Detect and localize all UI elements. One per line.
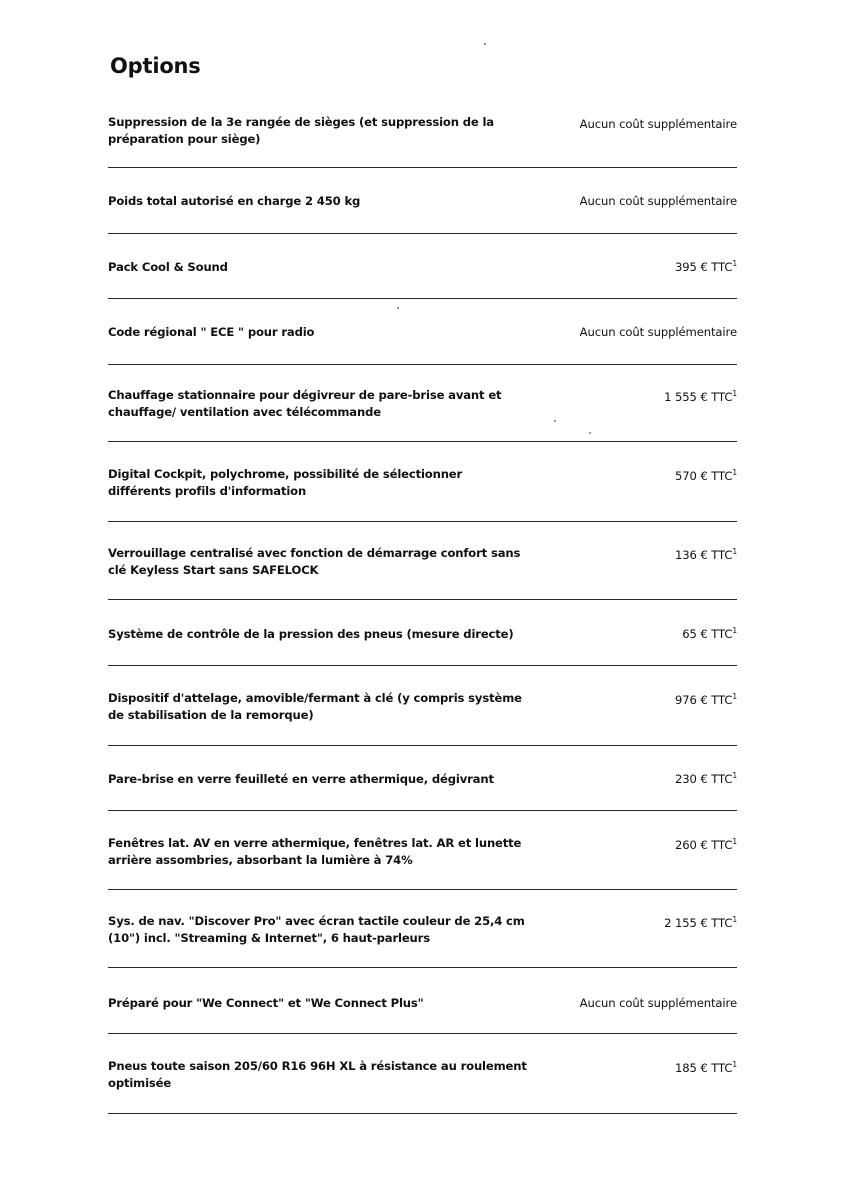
option-row: [108, 193, 737, 234]
option-label: Verrouillage centralisé avec fonction de démarrage confort sans clé Keyless Start sans SAFELOCK: [108, 546, 521, 577]
option-label: Sys. de nav. "Discover Pro" avec écran tactile couleur de 25,4 cm (10") incl. "Streaming & Internet", 6 haut-parleurs: [108, 914, 525, 945]
option-label: Système de contrôle de la pression des pneus (mesure directe): [108, 627, 514, 641]
option-label: Poids total autorisé en charge 2 450 kg: [108, 194, 361, 208]
option-row: [108, 545, 737, 600]
page-title: Options: [110, 54, 201, 78]
option-label: Dispositif d'attelage, amovible/fermant à clé (y compris système de stabilisation de la remorque): [108, 691, 522, 722]
footnote-marker: 1: [732, 1060, 737, 1069]
option-row: [108, 626, 737, 666]
option-label: Digital Cockpit, polychrome, possibilité de sélectionner différents profils d'information: [108, 467, 463, 498]
footnote-marker: 1: [732, 468, 737, 477]
option-price: 230 € TTC$^1$: [674, 771, 737, 786]
footnote-marker: 1: [732, 259, 737, 268]
scan-speck: [554, 420, 556, 422]
scan-speck: [589, 432, 591, 434]
footnote-marker: 1: [732, 915, 737, 924]
option-row: [108, 995, 737, 1034]
option-price: 65 € TTC$^1$: [682, 626, 737, 641]
option-label: Pneus toute saison 205/60 R16 96H XL à résistance au roulement optimisée: [108, 1059, 527, 1090]
option-label: Fenêtres lat. AV en verre athermique, fenêtres lat. AR et lunette arrière assombries, absorbant la lumière à 74%: [108, 836, 522, 867]
option-row: [108, 913, 737, 968]
option-price: 2 155 € TTC$^1$: [664, 915, 737, 930]
option-row: [108, 387, 737, 442]
footnote-marker: 1: [732, 389, 737, 398]
option-row: [108, 324, 737, 365]
option-price: 395 € TTC$^1$: [674, 259, 737, 274]
option-price: 185 € TTC$^1$: [674, 1060, 737, 1075]
footnote-marker: 1: [732, 626, 737, 635]
option-row: [108, 259, 737, 299]
footnote-marker: 1: [732, 547, 737, 556]
option-label: Code régional " ECE " pour radio: [108, 325, 315, 339]
option-row: [108, 690, 737, 746]
option-price: Aucun coût supplémentaire: [579, 996, 737, 1010]
option-label: Suppression de la 3e rangée de sièges (et suppression de la préparation pour siège): [108, 115, 494, 146]
option-price: 136 € TTC$^1$: [674, 547, 737, 562]
option-row: [108, 771, 737, 811]
option-row: [108, 835, 737, 890]
option-row: [108, 114, 737, 168]
option-label: Pack Cool & Sound: [108, 260, 228, 274]
option-price: Aucun coût supplémentaire: [579, 117, 737, 131]
option-price: 260 € TTC$^1$: [674, 837, 737, 852]
option-price: Aucun coût supplémentaire: [579, 194, 737, 208]
option-label: Chauffage stationnaire pour dégivreur de pare-brise avant et chauffage/ ventilation avec télécommande: [108, 388, 502, 419]
option-price: 570 € TTC$^1$: [674, 468, 737, 483]
option-price: 1 555 € TTC$^1$: [664, 389, 737, 404]
option-row: [108, 466, 737, 522]
footnote-marker: 1: [732, 837, 737, 846]
footnote-marker: 1: [732, 771, 737, 780]
scan-speck: [397, 307, 399, 309]
option-label: Pare-brise en verre feuilleté en verre athermique, dégivrant: [108, 772, 494, 786]
option-price: Aucun coût supplémentaire: [579, 325, 737, 339]
option-price: 976 € TTC$^1$: [674, 692, 737, 707]
scan-speck: [484, 43, 486, 45]
option-label: Préparé pour "We Connect" et "We Connect Plus": [108, 996, 424, 1010]
footnote-marker: 1: [732, 692, 737, 701]
option-row: [108, 1058, 737, 1114]
